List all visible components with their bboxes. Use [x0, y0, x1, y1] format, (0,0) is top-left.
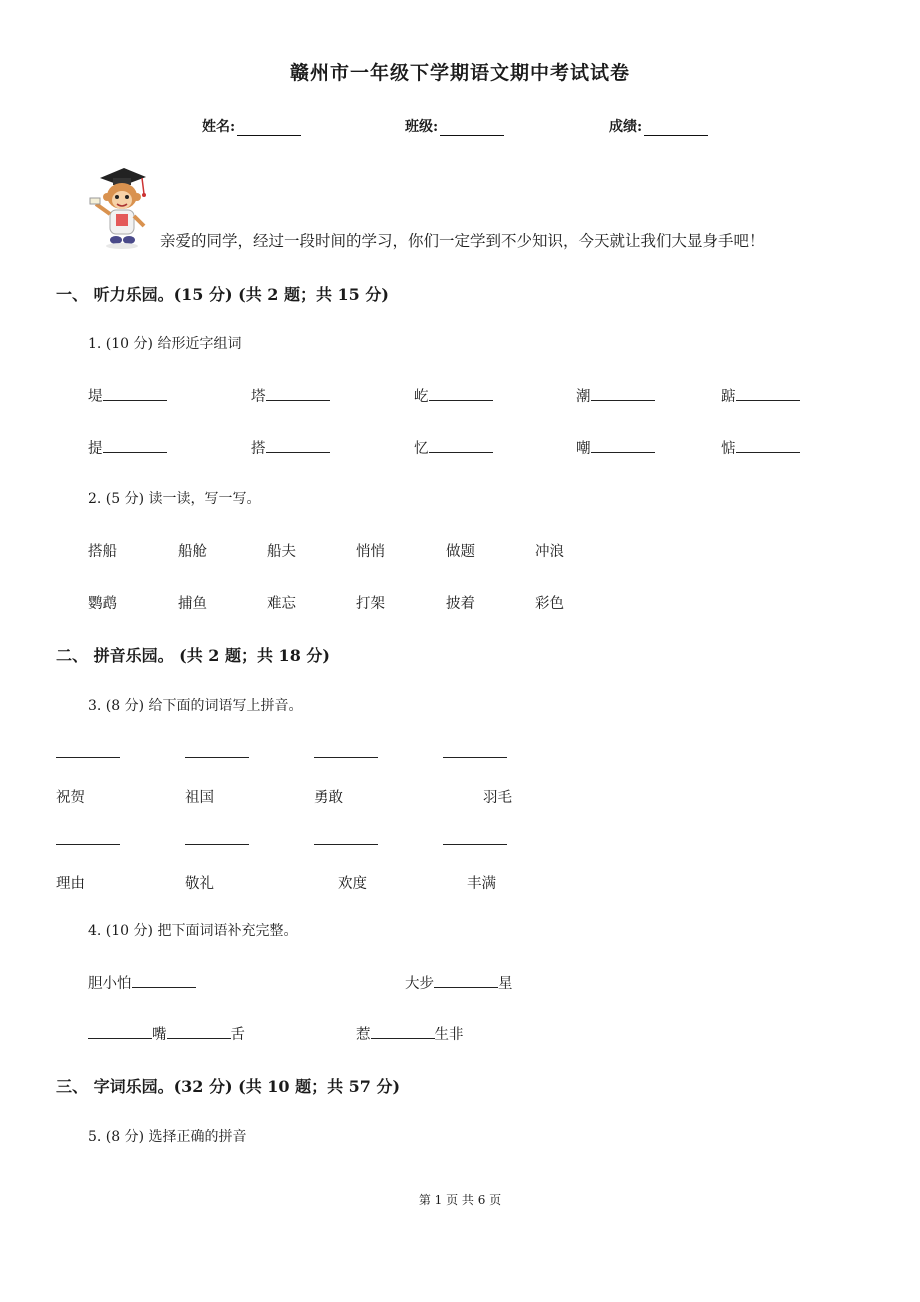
question-2-stem: 2. (5 分) 读一读，写一写。 [88, 491, 261, 507]
score-field[interactable] [609, 116, 708, 136]
q3-word: 欢度 [338, 876, 367, 892]
q1-item [414, 437, 493, 458]
section-1-heading: 一、 听力乐园。(15 分) (共 2 题；共 15 分) [56, 285, 389, 304]
score-label: 成绩: [609, 119, 643, 135]
class-field[interactable] [405, 116, 504, 136]
q1-item [88, 437, 167, 458]
student-mascot-icon [86, 164, 154, 250]
q4-text: 惹 [356, 1027, 371, 1043]
q1-char: 屹 [414, 389, 429, 405]
q1-char: 搭 [251, 441, 266, 457]
q2-word: 船舱 [178, 544, 207, 560]
pinyin-blank[interactable] [314, 757, 378, 758]
answer-blank[interactable] [88, 1026, 152, 1039]
q1-char: 潮 [576, 389, 591, 405]
q1-char: 堤 [88, 389, 103, 405]
q4-text: 大步 [405, 976, 434, 992]
q2-word: 难忘 [267, 596, 296, 612]
pinyin-blank[interactable] [56, 757, 120, 758]
question-5-stem: 5. (8 分) 选择正确的拼音 [88, 1129, 247, 1145]
answer-blank[interactable] [591, 440, 655, 453]
q1-char: 惦 [721, 441, 736, 457]
q1-item [576, 385, 655, 406]
answer-blank[interactable] [434, 975, 498, 988]
q2-word: 彩色 [535, 596, 564, 612]
q2-word: 披着 [446, 596, 475, 612]
answer-blank[interactable] [103, 440, 167, 453]
name-blank[interactable] [237, 121, 301, 136]
answer-blank[interactable] [103, 388, 167, 401]
q1-item [721, 437, 800, 458]
question-3-stem: 3. (8 分) 给下面的词语写上拼音。 [88, 698, 303, 714]
q2-word: 做题 [446, 544, 475, 560]
q1-item [251, 385, 330, 406]
q1-item [251, 437, 330, 458]
q4-text: 嘴 [152, 1027, 167, 1043]
q2-word: 船夫 [267, 544, 296, 560]
name-label: 姓名: [202, 119, 236, 135]
answer-blank[interactable] [591, 388, 655, 401]
q3-word: 祖国 [185, 790, 214, 806]
q1-char: 嘲 [576, 441, 591, 457]
class-blank[interactable] [440, 121, 504, 136]
pinyin-blank[interactable] [185, 757, 249, 758]
q3-word: 丰满 [467, 876, 496, 892]
name-field[interactable] [202, 116, 301, 136]
q1-char: 忆 [414, 441, 429, 457]
question-4-stem: 4. (10 分) 把下面词语补充完整。 [88, 923, 298, 939]
q1-char: 踮 [721, 389, 736, 405]
class-label: 班级: [405, 119, 439, 135]
score-blank[interactable] [644, 121, 708, 136]
q4-item-d [356, 1023, 464, 1044]
q2-word: 冲浪 [535, 544, 564, 560]
q1-item [576, 437, 655, 458]
q2-word: 打架 [356, 596, 385, 612]
answer-blank[interactable] [429, 440, 493, 453]
answer-blank[interactable] [167, 1026, 231, 1039]
q4-text: 星 [498, 976, 513, 992]
pinyin-blank[interactable] [314, 844, 378, 845]
q2-word: 捕鱼 [178, 596, 207, 612]
q1-item [721, 385, 800, 406]
q3-word: 祝贺 [56, 790, 85, 806]
q3-word: 羽毛 [483, 790, 512, 806]
pinyin-blank[interactable] [185, 844, 249, 845]
page-footer: 第 1 页 共 6 页 [418, 1193, 502, 1207]
question-1-stem: 1. (10 分) 给形近字组词 [88, 336, 242, 352]
greeting-text: 亲爱的同学，经过一段时间的学习，你们一定学到不少知识，今天就让我们大显身手吧！ [160, 232, 765, 250]
answer-blank[interactable] [371, 1026, 435, 1039]
exam-title: 赣州市一年级下学期语文期中考试试卷 [289, 62, 630, 84]
answer-blank[interactable] [132, 975, 196, 988]
pinyin-blank[interactable] [443, 844, 507, 845]
q3-word: 勇敢 [314, 790, 343, 806]
q1-item [414, 385, 493, 406]
section-3-heading: 三、 字词乐园。(32 分) (共 10 题；共 57 分) [56, 1077, 401, 1096]
q3-word: 理由 [56, 876, 85, 892]
q3-word: 敬礼 [185, 876, 214, 892]
q2-word: 悄悄 [356, 544, 385, 560]
q2-word: 搭船 [88, 544, 117, 560]
q4-item-c [88, 1023, 245, 1044]
q4-text: 生非 [434, 1027, 464, 1043]
q4-text: 胆小怕 [88, 976, 132, 992]
answer-blank[interactable] [736, 440, 800, 453]
q1-char: 塔 [251, 389, 266, 405]
q2-word: 鹦鹉 [88, 596, 117, 612]
q1-char: 提 [88, 441, 103, 457]
answer-blank[interactable] [266, 440, 330, 453]
answer-blank[interactable] [429, 388, 493, 401]
answer-blank[interactable] [266, 388, 330, 401]
pinyin-blank[interactable] [443, 757, 507, 758]
section-2-heading: 二、 拼音乐园。 (共 2 题；共 18 分) [56, 646, 330, 665]
q4-text: 舌 [230, 1027, 245, 1043]
q4-item-a [88, 972, 196, 993]
answer-blank[interactable] [736, 388, 800, 401]
q4-item-b [405, 972, 513, 993]
pinyin-blank[interactable] [56, 844, 120, 845]
q1-item [88, 385, 167, 406]
